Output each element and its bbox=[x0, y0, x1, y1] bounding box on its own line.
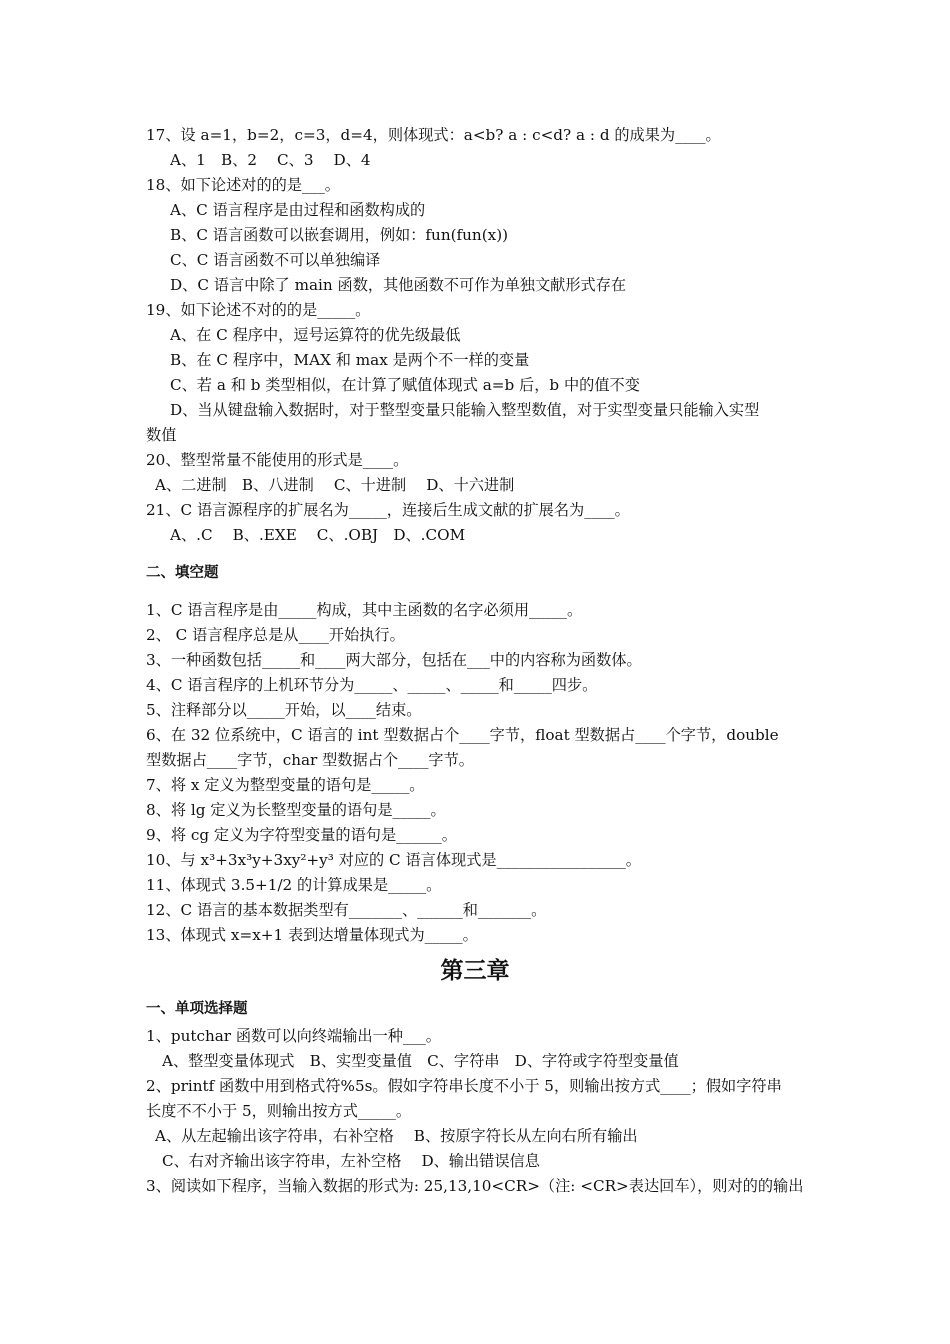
choice-2-cont: 长度不不小于 5，则输出按方式_____。 bbox=[146, 1102, 412, 1120]
question-20: 20、整型常量不能使用的形式是____。 bbox=[146, 451, 409, 469]
fill-10: 10、与 x³+3x³y+3xy²+y³ 对应的 C 语言体现式是_________________。 bbox=[146, 851, 641, 869]
section-heading-single-choice: 一、单项选择题 bbox=[146, 1001, 248, 1017]
choice-2: 2、printf 函数中用到格式符%5s。假如字符串长度不小于 5，则输出按方式____；假如字符串 bbox=[146, 1077, 782, 1095]
question-19-option-d-cont: 数值 bbox=[146, 426, 177, 444]
fill-3: 3、一种函数包括_____和____两大部分，包括在___中的内容称为函数体。 bbox=[146, 651, 642, 669]
fill-5: 5、注释部分以_____开始，以____结束。 bbox=[146, 701, 422, 719]
fill-13: 13、体现式 x=x+1 表到达增量体现式为_____。 bbox=[146, 926, 478, 944]
question-18-option-d: D、C 语言中除了 main 函数，其他函数不可作为单独文献形式存在 bbox=[170, 276, 627, 294]
question-19-option-b: B、在 C 程序中，MAX 和 max 是两个不一样的变量 bbox=[170, 351, 530, 369]
question-19-option-c: C、若 a 和 b 类型相似，在计算了赋值体现式 a=b 后，b 中的值不变 bbox=[170, 376, 640, 394]
choice-2-options-cd: C、右对齐输出该字符串，左补空格 D、输出错误信息 bbox=[162, 1152, 540, 1170]
question-18-option-c: C、C 语言函数不可以单独编译 bbox=[170, 251, 381, 269]
fill-8: 8、将 lg 定义为长整型变量的语句是_____。 bbox=[146, 801, 446, 819]
question-18-option-a: A、C 语言程序是由过程和函数构成的 bbox=[170, 201, 426, 219]
fill-1: 1、C 语言程序是由_____构成，其中主函数的名字必须用_____。 bbox=[146, 601, 583, 619]
question-20-options: A、二进制 B、八进制 C、十进制 D、十六进制 bbox=[155, 476, 515, 494]
question-19-option-d: D、当从键盘输入数据时，对于整型变量只能输入整型数值，对于实型变量只能输入实型 bbox=[170, 401, 760, 419]
fill-6: 6、在 32 位系统中，C 语言的 int 型数据占个____字节，float 型数据占____个字节，double bbox=[146, 726, 779, 744]
question-18-option-b: B、C 语言函数可以嵌套调用，例如：fun(fun(x)) bbox=[170, 226, 509, 244]
chapter-title: 第三章 bbox=[440, 958, 510, 984]
choice-1-options: A、整型变量体现式 B、实型变量值 C、字符串 D、字符或字符型变量值 bbox=[162, 1052, 679, 1070]
fill-7: 7、将 x 定义为整型变量的语句是_____。 bbox=[146, 776, 425, 794]
question-17: 17、设 a=1，b=2，c=3，d=4，则体现式：a<b? a : c<d? a : d 的成果为____。 bbox=[146, 126, 721, 144]
question-19-option-a: A、在 C 程序中，逗号运算符的优先级最低 bbox=[170, 326, 461, 344]
fill-9: 9、将 cg 定义为字符型变量的语句是______。 bbox=[146, 826, 457, 844]
question-21: 21、C 语言源程序的扩展名为_____，连接后生成文献的扩展名为____。 bbox=[146, 501, 630, 519]
fill-12: 12、C 语言的基本数据类型有_______、______和_______。 bbox=[146, 901, 547, 919]
question-17-options: A、1 B、2 C、3 D、4 bbox=[170, 151, 371, 169]
choice-1: 1、putchar 函数可以向终端输出一种___。 bbox=[146, 1027, 441, 1045]
fill-6-cont: 型数据占____字节，char 型数据占个____字节。 bbox=[146, 751, 474, 769]
fill-11: 11、体现式 3.5+1/2 的计算成果是_____。 bbox=[146, 876, 442, 894]
question-18: 18、如下论述对的的是___。 bbox=[146, 176, 340, 194]
question-21-options: A、.C B、.EXE C、.OBJ D、.COM bbox=[170, 526, 466, 544]
section-heading-fill-in: 二、填空题 bbox=[146, 565, 219, 581]
choice-3: 3、阅读如下程序，当输入数据的形式为: 25,13,10<CR>（注: <CR>表达回车），则对的的输出 bbox=[146, 1177, 804, 1195]
question-19: 19、如下论述不对的的是_____。 bbox=[146, 301, 371, 319]
fill-4: 4、C 语言程序的上机环节分为_____、_____、_____和_____四步。 bbox=[146, 676, 598, 694]
fill-2: 2、 C 语言程序总是从____开始执行。 bbox=[146, 626, 405, 644]
choice-2-options-ab: A、从左起输出该字符串，右补空格 B、按原字符长从左向右所有输出 bbox=[155, 1127, 638, 1145]
